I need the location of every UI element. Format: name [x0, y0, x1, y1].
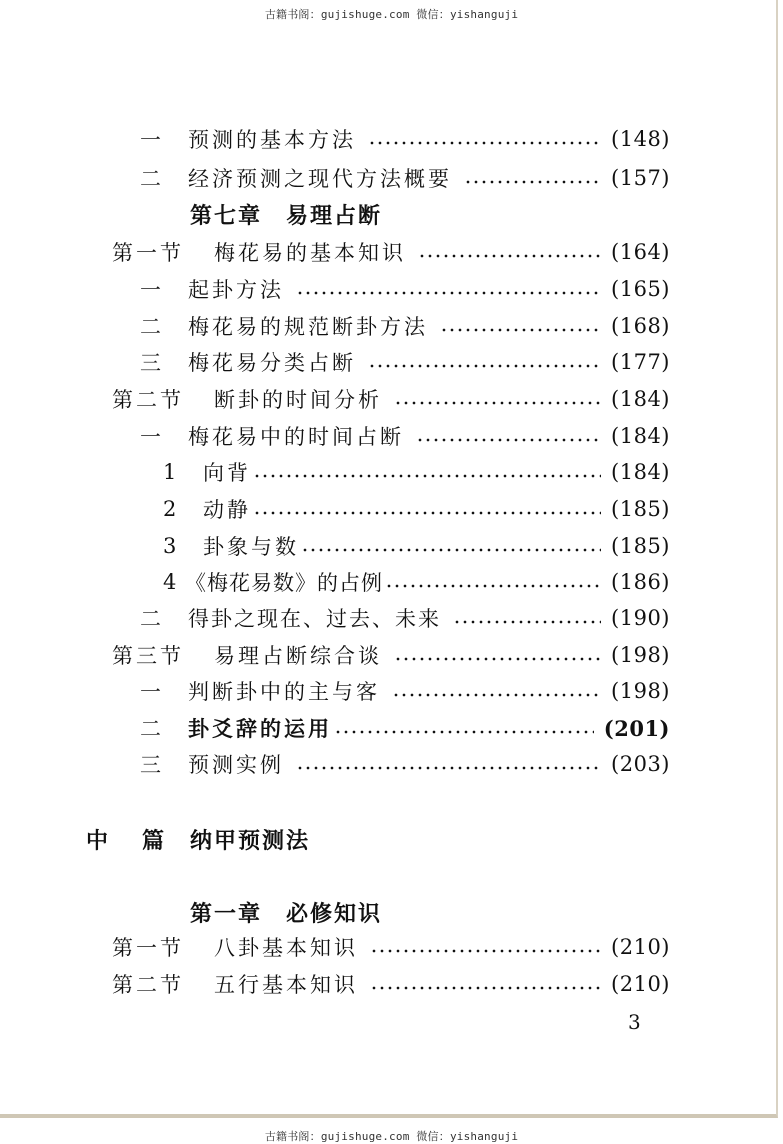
entry-title: 起卦方法	[188, 278, 284, 302]
entry-number: 一	[140, 128, 164, 152]
dot-leader	[368, 141, 601, 145]
toc-entry[interactable]	[112, 384, 670, 414]
entry-number: 2	[163, 497, 180, 521]
toc-entry[interactable]	[163, 494, 670, 524]
dot-leader	[296, 766, 601, 770]
entry-title: 梅花易分类占断	[188, 351, 356, 375]
entry-number: 第二节	[112, 388, 184, 412]
dot-leader	[253, 474, 601, 478]
entry-number: 二	[140, 717, 164, 741]
entry-number: 二	[140, 167, 164, 191]
entry-number: 一	[140, 425, 164, 449]
toc-entry[interactable]	[163, 567, 670, 597]
dot-leader	[385, 584, 601, 588]
dot-leader	[301, 548, 601, 552]
entry-page: (185)	[611, 497, 670, 521]
entry-number: 二	[140, 315, 164, 339]
toc-entry[interactable]	[140, 274, 670, 304]
watermark-bottom: 古籍书阁：gujishuge.com 微信：yishanguji	[264, 1130, 519, 1143]
entry-page: (148)	[611, 127, 670, 151]
entry-title: 向背	[203, 461, 251, 485]
entry-page: (184)	[611, 387, 670, 411]
chapter-heading: 第七章 易理占断	[190, 204, 383, 229]
entry-title: 《梅花易数》的占例	[185, 571, 383, 595]
dot-leader	[370, 949, 601, 953]
dot-leader	[296, 291, 601, 295]
entry-number: 第二节	[112, 973, 184, 997]
entry-page: (184)	[611, 460, 670, 484]
entry-page: (201)	[603, 715, 670, 741]
entry-page: (177)	[611, 350, 670, 374]
dot-leader	[453, 620, 601, 624]
dot-leader	[253, 511, 601, 515]
entry-page: (186)	[611, 570, 670, 594]
entry-number: 一	[140, 680, 164, 704]
toc-entry[interactable]	[112, 932, 670, 962]
dot-leader	[370, 986, 601, 990]
entry-title: 动静	[203, 498, 251, 522]
entry-title: 卦爻辞的运用	[188, 716, 332, 741]
toc-entry[interactable]	[140, 421, 670, 451]
entry-number: 第一节	[112, 241, 184, 265]
entry-title: 五行基本知识	[214, 973, 358, 997]
toc-entry[interactable]	[140, 676, 670, 706]
entry-title: 预测实例	[188, 753, 284, 777]
toc-entry[interactable]	[163, 531, 670, 561]
entry-page: (210)	[611, 935, 670, 959]
entry-page: (198)	[611, 643, 670, 667]
toc-entry[interactable]	[163, 457, 670, 487]
entry-title: 梅花易中的时间占断	[188, 425, 404, 449]
entry-title: 梅花易的规范断卦方法	[188, 315, 428, 339]
entry-title: 断卦的时间分析	[214, 388, 382, 412]
chapter-heading: 第一章 必修知识	[190, 902, 383, 927]
toc-entry[interactable]	[112, 640, 670, 670]
dot-leader	[334, 730, 594, 734]
entry-page: (168)	[611, 314, 670, 338]
entry-page: (165)	[611, 277, 670, 301]
dot-leader	[416, 438, 601, 442]
entry-number: 第三节	[112, 644, 184, 668]
entry-title: 卦象与数	[203, 535, 299, 559]
entry-page: (185)	[611, 534, 670, 558]
dot-leader	[464, 180, 601, 184]
entry-number: 1	[163, 460, 180, 484]
entry-title: 梅花易的基本知识	[214, 241, 406, 265]
entry-title: 得卦之现在、过去、未来	[188, 607, 441, 631]
entry-number: 一	[140, 278, 164, 302]
dot-leader	[418, 254, 601, 258]
entry-number: 第一节	[112, 936, 184, 960]
toc-entry[interactable]	[140, 713, 670, 743]
entry-title: 易理占断综合谈	[214, 644, 382, 668]
entry-number: 3	[163, 534, 180, 558]
entry-page: (164)	[611, 240, 670, 264]
entry-number: 三	[140, 753, 164, 777]
entry-page: (190)	[611, 606, 670, 630]
dot-leader	[368, 364, 601, 368]
part-title: 纳甲预测法	[190, 829, 311, 854]
toc-entry[interactable]	[112, 969, 670, 999]
toc-entry[interactable]	[140, 603, 670, 633]
toc-entry[interactable]	[140, 311, 670, 341]
entry-page: (203)	[611, 752, 670, 776]
part-label: 中 篇	[86, 829, 171, 854]
entry-page: (184)	[611, 424, 670, 448]
entry-title: 判断卦中的主与客	[188, 680, 380, 704]
entry-page: (157)	[611, 166, 670, 190]
entry-page: (198)	[611, 679, 670, 703]
entry-number: 4	[163, 570, 180, 594]
entry-number: 三	[140, 351, 164, 375]
page-number: 3	[628, 1010, 641, 1034]
entry-page: (210)	[611, 972, 670, 996]
dot-leader	[394, 401, 601, 405]
dot-leader	[394, 657, 601, 661]
toc-entry[interactable]	[112, 237, 670, 267]
entry-number: 二	[140, 607, 164, 631]
watermark-top: 古籍书阁：gujishuge.com 微信：yishanguji	[264, 8, 519, 21]
toc-entry[interactable]	[140, 749, 670, 779]
entry-title: 八卦基本知识	[214, 936, 358, 960]
toc-entry[interactable]	[140, 163, 670, 193]
toc-entry[interactable]	[140, 124, 670, 154]
dot-leader	[392, 693, 601, 697]
entry-title: 预测的基本方法	[188, 128, 356, 152]
part-heading	[86, 824, 310, 855]
dot-leader	[440, 328, 601, 332]
toc-entry[interactable]	[140, 347, 670, 377]
entry-title: 经济预测之现代方法概要	[188, 167, 452, 191]
